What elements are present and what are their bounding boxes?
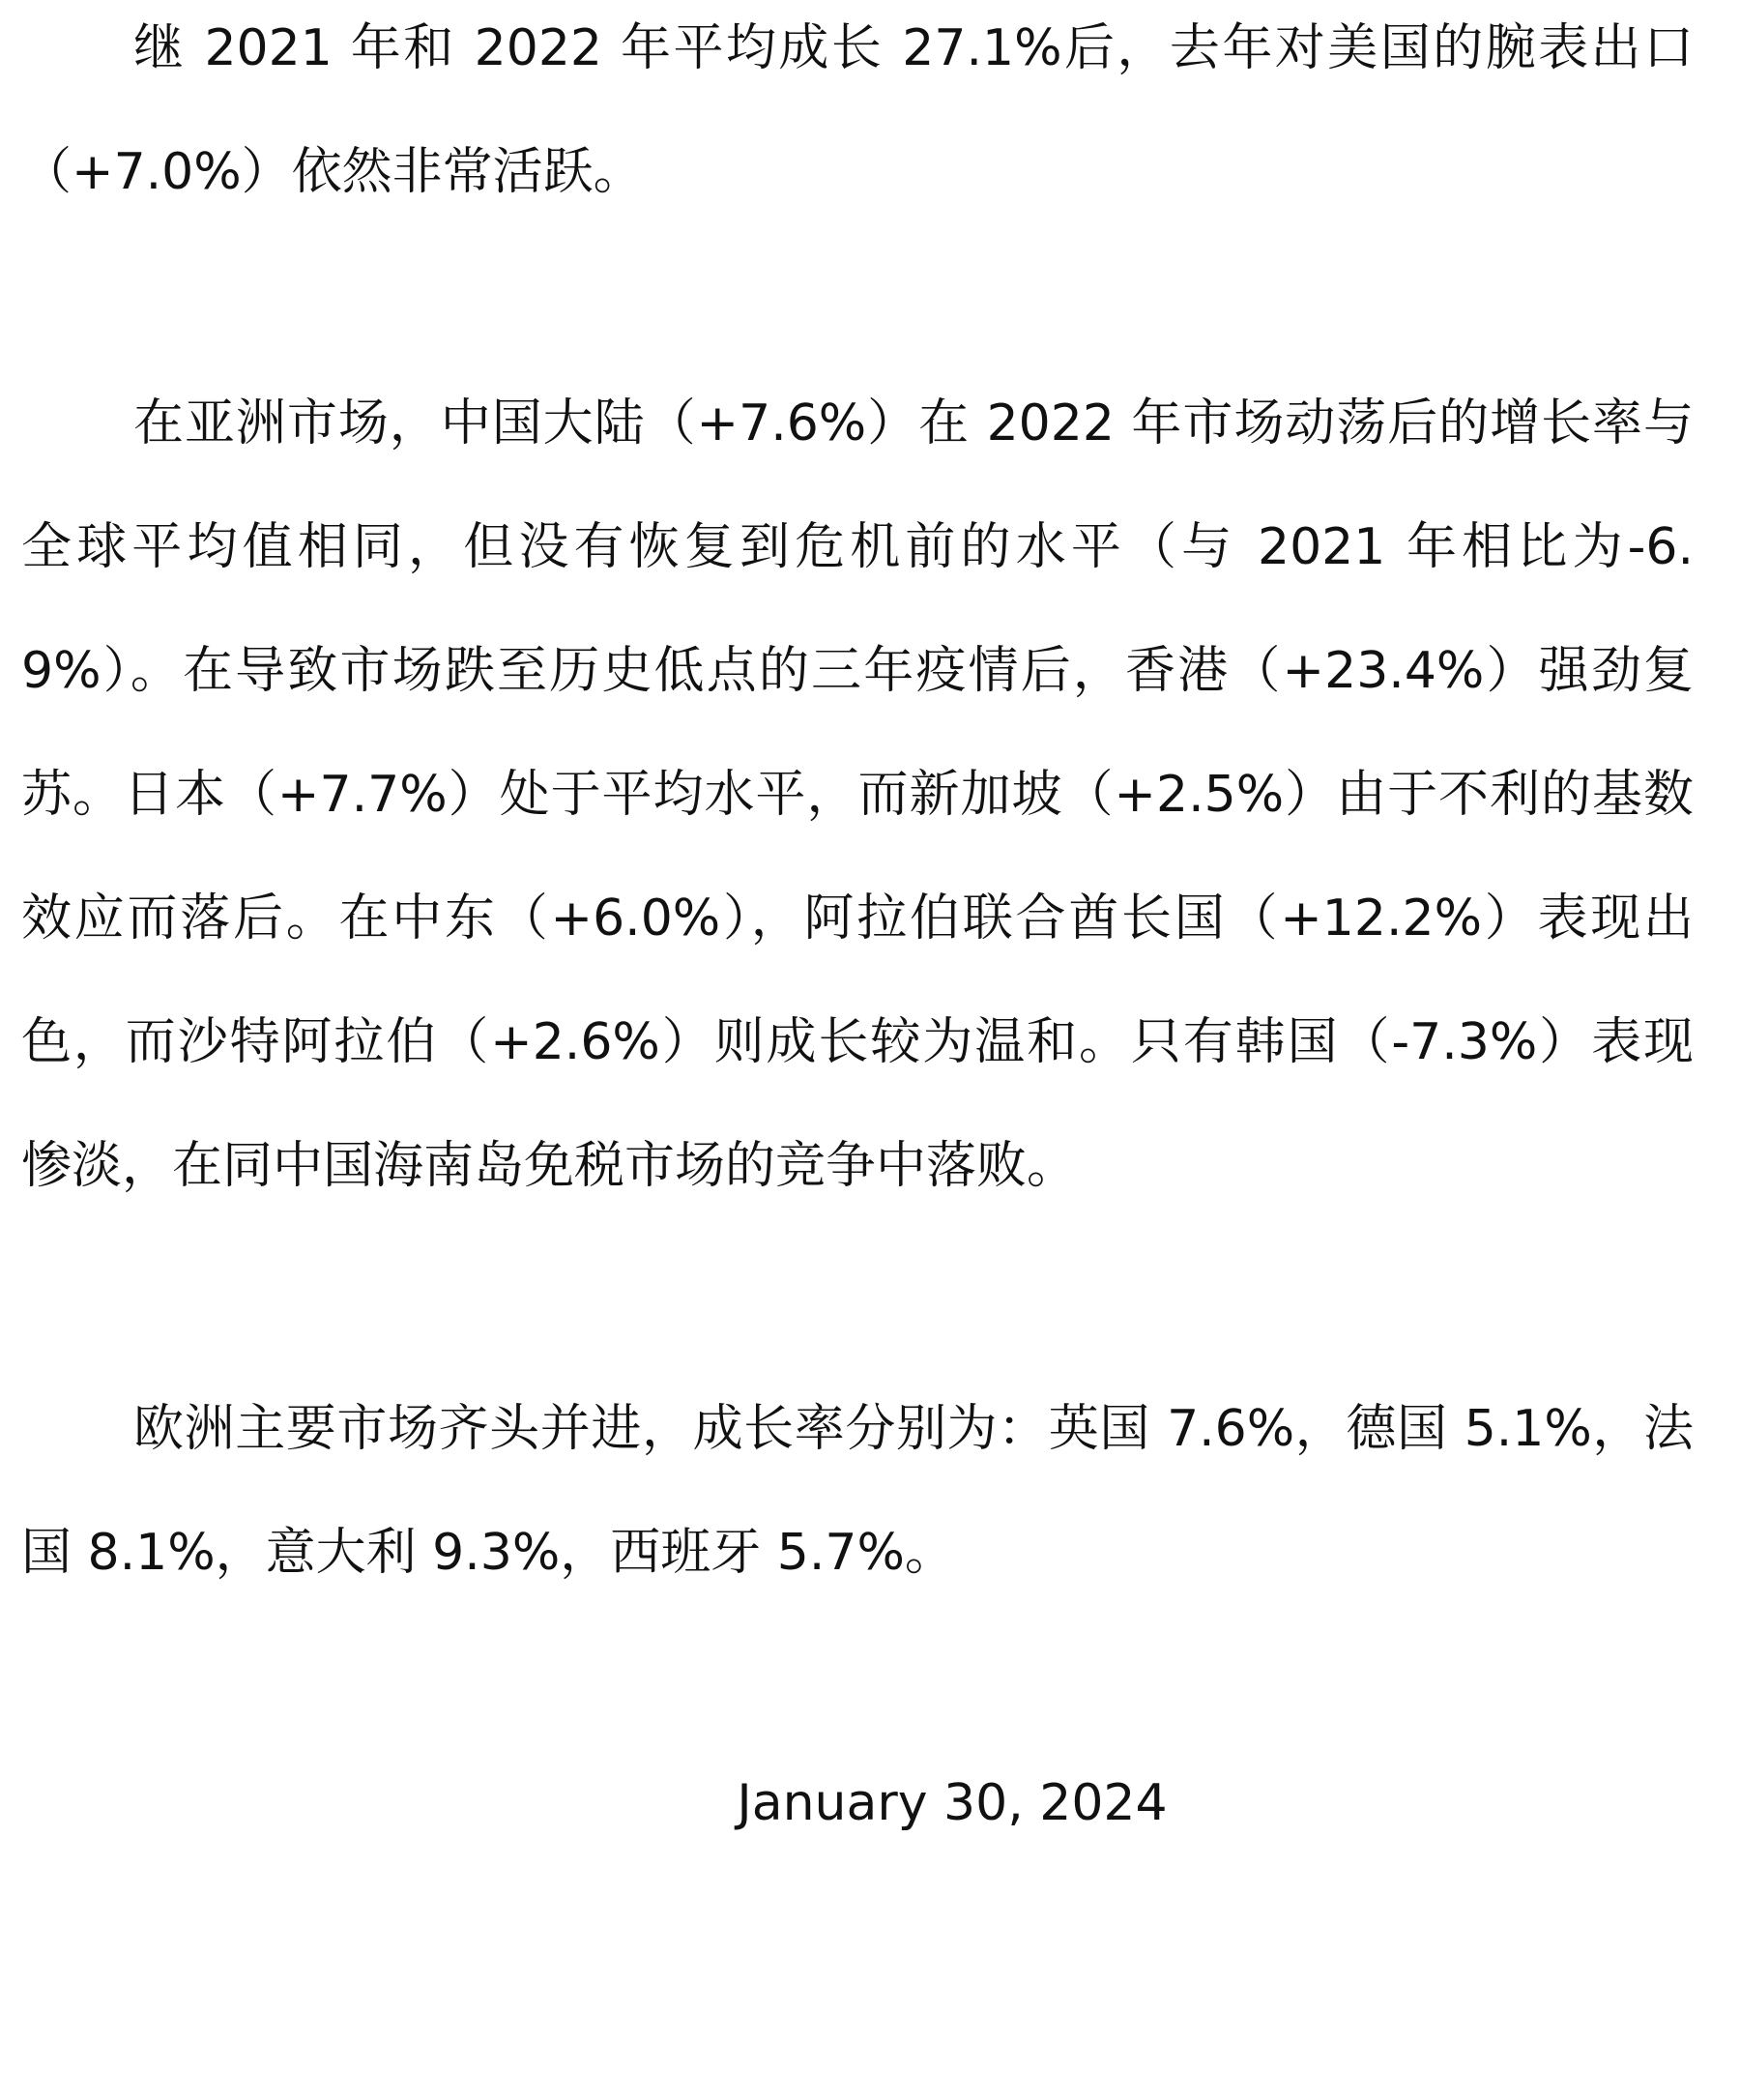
paragraph-europe-markets: 欧洲主要市场齐头并进，成长率分别为：英国 7.6%，德国 5.1%，法国 8.1%，意大利 9.3%，西班牙 5.7%。: [21, 1400, 1694, 1582]
paragraph-us-exports: 继 2021 年和 2022 年平均成长 27.1%后，去年对美国的腕表出口（+7.0%）依然非常活跃。: [21, 19, 1694, 201]
paragraph-asia-markets: 在亚洲市场，中国大陆（+7.6%）在 2022 年市场动荡后的增长率与全球平均值相同，但没有恢复到危机前的水平（与 2021 年相比为-6.9%）。在导致市场跌至历史低点的三年疫情后，香港（+23.4%）强劲复苏。日本（+7.7%）处于平均水平，而新加坡（+2.5%）由于不利的基数效应而落后。在中东（+6.0%），阿拉伯联合酋长国（+12.2%）表现出色，而沙特阿拉伯（+2.6%）则成长较为温和。只有韩国（-7.3%）表现惨淡，在同中国海南岛免税市场的竞争中落败。: [21, 394, 1694, 1195]
document-date: January 30, 2024: [737, 1774, 1168, 1832]
